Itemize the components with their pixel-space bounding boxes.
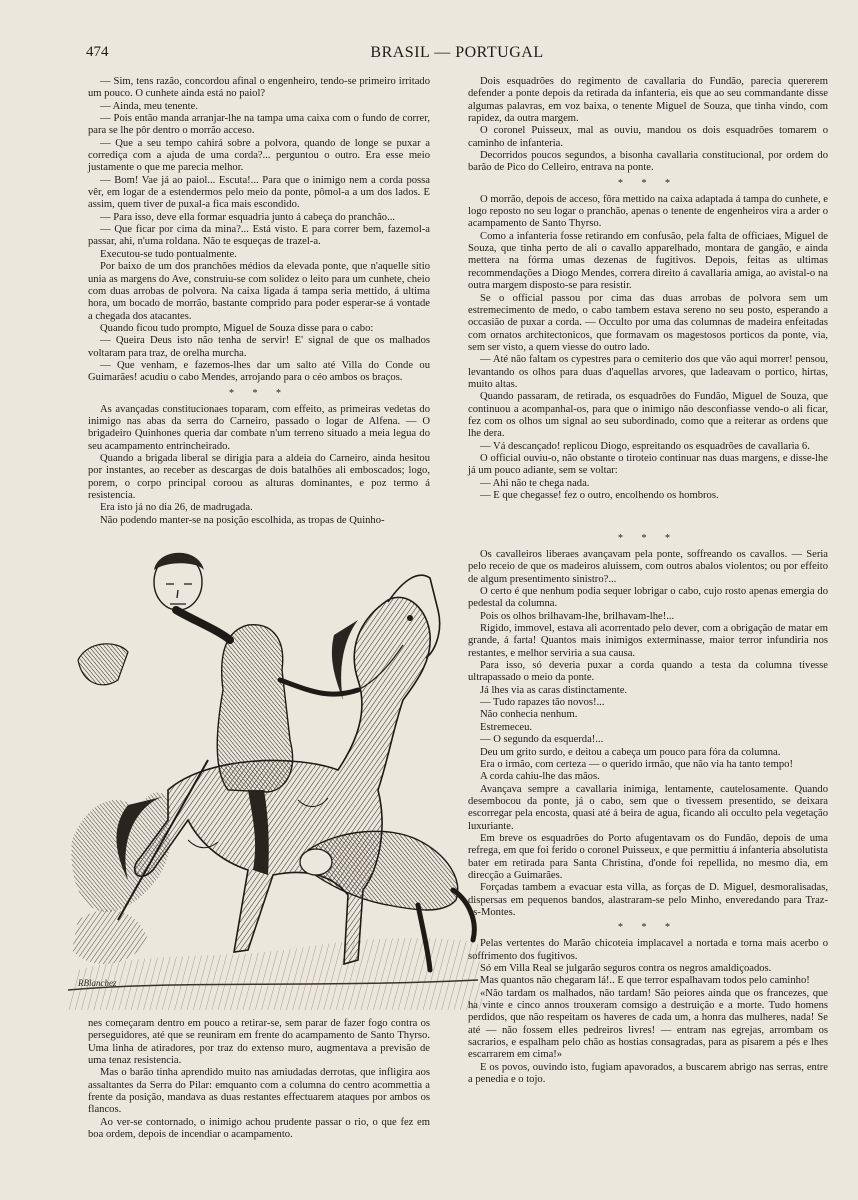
horseman-engraving: [58, 540, 488, 1018]
paragraph: O certo é que nenhum podia sequer lobrigar o cabo, cujo rosto apenas emergia do pedestal da columna.: [468, 586, 828, 610]
paragraph: «Não tardam os malhados, não tardam! São peiores ainda que os francezes, que ha vinte e cinco annos trouxeram comsigo a destruição e a morte. Tudo homens perdidos, que não respeitam os haveres de cada um, a honra das mulheres, nada! Se até — não fossem elles pedreiros livres! — entram nas egrejas, arrombam os sacrarios, e espalham pelo chão as hostias consagradas, para as pisarem a pés e lhes escarrarem em cima!»: [468, 987, 828, 1061]
illustrator-signature: RBlanchez: [78, 978, 117, 988]
paragraph: Quando ficou tudo prompto, Miguel de Souza disse para o cabo:: [100, 322, 374, 334]
paragraph: O morrão, depois de acceso, fôra mettido na caixa adaptada á tampa do cunhete, e logo reposto no seu logar o pranchão, apenas o tenente de engenheiros vira a arder o acampamento de Santo Thyrso.: [468, 193, 828, 230]
section-divider: * * *: [229, 387, 289, 399]
section-divider: * * *: [618, 533, 678, 544]
paragraph: — Vá descançado! replicou Diogo, espreitando os esquadrões de cavallaria 6.: [480, 440, 810, 452]
paragraph: nes começaram dentro em pouco a retirar-se, sem parar de fazer fogo contra os perseguidores, até que se reuniram em frente do acampamento de Santo Thyrso. Uma linha de atiradores, por traz do extenso muro, augmentava a previsão de uma tenaz resistencia.: [88, 1018, 430, 1067]
paragraph: — Que venham, e fazemos-lhes dar um salto até Villa do Conde ou Guimarães! acudiu o cabo Mendes, arrojando para o céo ambos os braços.: [88, 359, 430, 384]
paragraph: — Ahi não te chega nada.: [480, 477, 590, 489]
paragraph: — E que chegasse! fez o outro, encolhendo os hombros.: [480, 490, 719, 501]
paragraph: Não podendo manter-se na posição escolhida, as tropas de Quinho-: [100, 514, 385, 526]
paragraph: Em breve os esquadrões do Porto afugentavam os do Fundão, depois de uma refrega, em que foi ferido o coronel Puisseux, e que permittiu á infanteria absolutista bater em retirada para Santa Christina, d'onde foi repellida, no mesmo dia, em direcção a Guimarães.: [468, 832, 828, 881]
paragraph: — Ainda, meu tenente.: [100, 100, 198, 112]
running-title: BRASIL — PORTUGAL: [370, 44, 544, 61]
paragraph: Quando passaram, de retirada, os esquadrões do Fundão, Miguel de Souza, que continuou a acompanhal-os, para que o inimigo não desconfiasse vendo-o ali ficar, fez com os olhos um signal ao seu subordinado, como que a reiterar as ordens que lhe dera.: [468, 391, 828, 440]
paragraph: Os cavalleiros liberaes avançavam pela ponte, soffreando os cavallos. — Seria pelo receio de que os madeiros aluissem, com outros abalos violentos; ou por effeito de algum presentimento sinistro?...: [468, 549, 828, 585]
paragraph: Como a infanteria fosse retirando em confusão, pela falta de officiaes, Miguel de Souza, que tinha perto de ali o cavallo apparelhado, montara de gangão, e ainda mettera na fórma umas dezenas de fugitivos. Depois, feitas as ultimas recommendações a Diogo Mendes, correra direito á cavallaria amiga, ao avistal-o na outra margem disposto-se para resistir.: [468, 230, 828, 292]
paragraph: Só em Villa Real se julgarão seguros contra os negros amaldiçoados.: [480, 963, 772, 974]
paragraph: Para isso, só deveria puxar a corda quando a testa da columna tivesse ultrapassado o meio da ponte.: [468, 660, 828, 684]
left-column-bottom: [88, 1018, 430, 1141]
paragraph: Não conhecia nenhum.: [480, 709, 578, 721]
right-column-middle: [468, 530, 828, 1086]
left-column-top: [88, 76, 430, 527]
paragraph: — Que a seu tempo cahirá sobre a polvora, quando de longe se puxar a corrediça com a ajuda de uma corda?... perguntou o outro. Era esse meio justamente o que me parecia melhor.: [88, 137, 430, 174]
paragraph: Estremeceu.: [480, 721, 533, 733]
paragraph: As avançadas constitucionaes toparam, com effeito, as primeiras vedetas do inimigo nas abas da serra do Carneiro, passado o logar de Alfena. — O brigadeiro Quinhones queria dar combate n'um terreno situado a meia legua do seu acampamento entrincheirado.: [88, 403, 430, 452]
page-number: 474: [86, 44, 109, 60]
right-column-top: [468, 76, 828, 502]
paragraph: — Queira Deus isto não tenha de servir! E' signal de que os malhados voltaram para traz, de orelha murcha.: [88, 335, 430, 359]
paragraph: Avançava sempre a cavallaria inimiga, lentamente, cautelosamente. Quando desembocou da ponte, já o cabo, sem que o tivessem presentido, se deixara escorregar pela encosta, quasi até á beira de agua, ficando ali occulto pela vegetação luxuriante.: [468, 783, 828, 832]
paragraph: — Até não faltam os cypestres para o cemiterio dos que vão aqui morrer! pensou, levantando os olhos para duas d'aquellas arvores, que ladeavam o portico, hirtas, muito altas.: [468, 354, 828, 390]
paragraph: O official ouviu-o, não obstante o tiroteio continuar nas duas margens, e disse-lhe já um pouco adiante, sem se voltar:: [468, 452, 828, 477]
paragraph: O coronel Puisseux, mal as ouviu, mandou os dois esquadrões tomarem o caminho de infanteria.: [468, 125, 828, 149]
paragraph: — Tudo rapazes tão novos!...: [480, 697, 605, 709]
paragraph: Ao ver-se contornado, o inimigo achou prudente passar o rio, o que fez em boa ordem, depois de incendiar o acampamento.: [88, 1116, 430, 1141]
paragraph: Deu um grito surdo, e deitou a cabeça um pouco para fóra da columna.: [480, 746, 781, 758]
paragraph: — Bom! Vae já ao paiol... Escuta!... Para que o inimigo nem a corda possa vêr, em logar de a estendermos pelo meio da ponte, pômol-a a um dos lados. E assim, quem tiver de puxal-a fica mais escondido.: [88, 174, 430, 211]
paragraph: — Sim, tens razão, concordou afinal o engenheiro, tendo-se primeiro irritado um pouco. O cunhete ainda está no paiol?: [88, 76, 430, 100]
paragraph: Pelas vertentes do Marão chicoteia implacavel a nortada e torna mais acerbo o soffrimento dos fugitivos.: [468, 938, 828, 962]
paragraph: Rigido, immovel, estava ali acorrentado pelo dever, com a obrigação de matar em grande, á farta! Quantos mais inimigos exterminasse, maior terror infundiria nos restantes, e melhor serviria a sua causa.: [468, 623, 828, 659]
paragraph: Por baixo de um dos pranchões médios da elevada ponte, que n'aquelle sitio unia as margens do Ave, construiu-se com solidez o leito para um cunhete, cheio com duas arrobas de polvora. Na caixa ligada á tampa seria mettido, á ultima hora, um bocado de morrão, bastante comprido para poder esperar-se á vontade a chegada dos atacantes.: [88, 261, 430, 322]
page-header: [86, 44, 828, 66]
paragraph: Mas o barão tinha aprendido muito nas amiudadas derrotas, que infligira aos assaltantes da Serra do Pilar: emquanto com a columna do centro acommettia a frente da posição, mandava as duas restantes effectuarem ataques por ambos os flancos.: [88, 1067, 430, 1116]
paragraph: E os povos, ouvindo isto, fugiam apavorados, a buscarem abrigo nas serras, entre a penedia e o tojo.: [468, 1061, 828, 1086]
paragraph: Era o irmão, com certeza — o querido irmão, que não via ha tanto tempo!: [480, 758, 793, 770]
section-divider: * * *: [618, 177, 678, 189]
paragraph: Quando a brigada liberal se dirigia para a aldeia do Carneiro, ainda hesitou por instantes, ao receber as descargas de dois batalhões ali emboscados; logo, porem, o corpo principal coroou as alturas dominantes, e poz termo á resistencia.: [88, 452, 430, 501]
paragraph: Já lhes via as caras distinctamente.: [480, 684, 628, 696]
paragraph: Se o official passou por cima das duas arrobas de polvora sem um estremecimento de medo, o cabo tambem estava sereno no seu posto, esperando a occasião de puxar a corda. — Occulto por uma das columnas de madeira enfeitadas com ornatos architectonicos, que formavam os magestosos porticos da ponte, via, sem ser visto, a quem viesse do outro lado.: [468, 292, 828, 353]
paragraph: Mas quantos não chegaram lá!.. E que terror espalhavam todos pelo caminho!: [480, 975, 810, 987]
paragraph: — O segundo da esquerda!...: [480, 734, 604, 746]
paragraph: A corda cahiu-lhe das mãos.: [480, 771, 600, 783]
paragraph: Decorridos poucos segundos, a bisonha cavallaria constitucional, por ordem do barão de Pico do Celleiro, entrava na ponte.: [468, 150, 828, 174]
paragraph: Era isto já no dia 26, de madrugada.: [100, 502, 253, 514]
paragraph: — Para isso, deve ella formar esquadria junto á cabeça do pranchão...: [100, 211, 396, 223]
paragraph: Forçadas tambem a evacuar esta villa, as forças de D. Miguel, desmoralisadas, dispersas em pequenos bandos, alastraram-se pelo Minho, enveredando para Traz-os-Montes.: [468, 882, 828, 918]
paragraph: — Pois então manda arranjar-lhe na tampa uma caixa com o fundo de correr, para se lhe pôr dentro o morrão acceso.: [88, 113, 430, 137]
section-divider: * * *: [618, 922, 678, 934]
paragraph: Dois esquadrões do regimento de cavallaria do Fundão, parecia quererem defender a ponte depois da retirada da infanteria, eis que ao seu commandante disse algumas palavras, em voz baixa, o tenente Miguel de Souza, que tinha vindo, com rapidez, da outra margem.: [468, 76, 828, 125]
engraving-illustration: [58, 540, 488, 1018]
paragraph: Executou-se tudo pontualmente.: [100, 248, 237, 260]
paragraph: — Que ficar por cima da mina?... Está visto. E para correr bem, fazemol-a passar, ahi, n'uma roldana. Não te esqueças de trazel-a.: [88, 224, 430, 248]
paragraph: Pois os olhos brilhavam-lhe, brilhavam-lhe!...: [480, 610, 675, 622]
